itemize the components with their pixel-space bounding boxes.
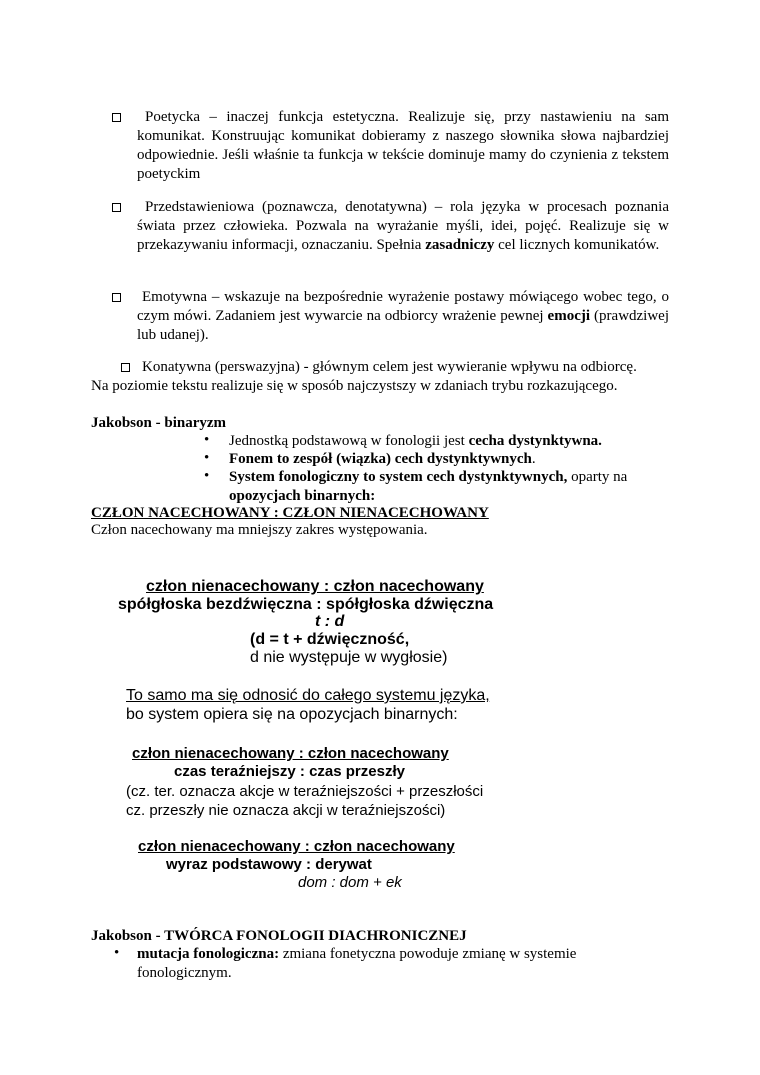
function-poetycka (137, 108, 669, 184)
opposition-note: Człon nacechowany ma mniejszy zakres występowania. (91, 522, 428, 538)
fig3-line2: czas teraźniejszy : czas przeszły (174, 763, 405, 780)
fig1-line1: człon nienacechowany : człon nacechowany (146, 578, 484, 595)
fig1-line2: spółgłoska bezdźwięczna : spółgłoska dźwięczna (118, 596, 494, 613)
fig3-line3: (cz. ter. oznacza akcje w teraźniejszości + przeszłości (126, 783, 484, 800)
fig4-line1: człon nienacechowany : człon nacechowany (138, 838, 455, 855)
bullet-icon: • (114, 945, 120, 961)
figure-opposition-examples (110, 570, 670, 900)
binaryzm-item: Jednostką podstawową w fonologii jest cecha dystynktywna. (229, 433, 602, 449)
function-konatywna: Konatywna (perswazyjna) - głównym celem jest wywieranie wpływu na odbiorcę. (142, 359, 637, 375)
fig3-line1: człon nienacechowany : człon nacechowany (132, 745, 449, 762)
function-text: Poetycka – inaczej funkcja estetyczna. Realizuje się, przy nastawieniu na sam komunikat. Konstruując komunikat dobieramy z naszego słownika słowa najbardziej odpowiednie. Jeśli właśnie ta funkcja w tekście dominuje mamy do czynienia z tekstem poetyckim (137, 109, 669, 182)
fig1-line4: (d = t + dźwięczność, (250, 631, 410, 648)
function-emotywna: Emotywna – wskazuje na bezpośrednie wyrażenie postawy mówiącego wobec tego, o czym mówi. Zadaniem jest wywarcie na odbiorcy wrażenie pewnej emocji (prawdziwej lub udanej). (137, 289, 670, 343)
fig1-line5: d nie występuje w wygłosie) (250, 649, 448, 666)
diachronia-heading: Jakobson - TWÓRCA FONOLOGII DIACHRONICZNEJ (91, 928, 467, 944)
checkbox-icon (112, 113, 121, 122)
konatywna-tail: Na poziomie tekstu realizuje się w sposób najczystszy w zdaniach trybu rozkazującego. (91, 378, 618, 394)
fig1-line3: t : d (315, 613, 345, 630)
function-przedstawieniowa: Przedstawieniowa (poznawcza, denotatywna) – rola języka w procesach poznania świata przez człowieka. Pozwala na wyrażanie myśli, idei, pojęć. Realizuje się w przekazywaniu informacji, oznaczaniu. Spełnia zasadniczy cel licznych komunikatów. (137, 199, 669, 253)
binaryzm-heading: Jakobson - binaryzm (91, 415, 227, 431)
binaryzm-item: System fonologiczny to system cech dystynktywnych, oparty na opozycjach binarnych: (229, 469, 628, 504)
bullet-icon: • (204, 468, 210, 484)
binaryzm-item: Fonem to zespół (wiązka) cech dystynktywnych. (229, 451, 536, 467)
checkbox-icon (121, 363, 130, 372)
bullet-icon: • (204, 450, 210, 466)
checkbox-icon (112, 203, 121, 212)
bullet-icon: • (204, 432, 210, 448)
opposition-heading: CZŁON NACECHOWANY : CZŁON NIENACECHOWANY (91, 505, 489, 521)
fig2-line1: To samo ma się odnosić do całego systemu języka, (126, 687, 490, 704)
fig2-line2: bo system opiera się na opozycjach binarnych: (126, 706, 458, 723)
fig4-line3: dom : dom + ek (298, 874, 402, 891)
fig3-line4: cz. przeszły nie oznacza akcji w teraźniejszości) (126, 802, 446, 819)
fig4-line2: wyraz podstawowy : derywat (166, 856, 372, 873)
checkbox-icon (112, 293, 121, 302)
diachronia-item: mutacja fonologiczna: zmiana fonetyczna powoduje zmianę w systemie fonologicznym. (137, 946, 577, 981)
